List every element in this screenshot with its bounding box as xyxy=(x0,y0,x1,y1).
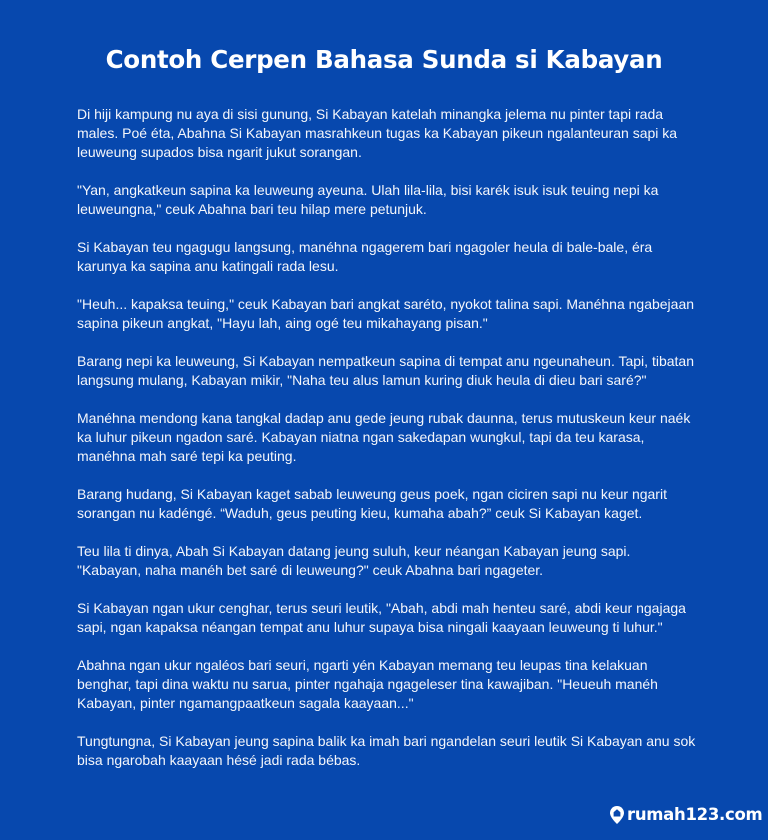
story-paragraph: Teu lila ti dinya, Abah Si Kabayan datang jeung suluh, keur néangan Kabayan jeung sapi. "Kabayan, naha manéh bet saré di leuweung?" ceuk Abahna bari ngageter. xyxy=(77,543,631,578)
location-pin-house-icon xyxy=(610,806,624,824)
story-paragraph: Di hiji kampung nu aya di sisi gunung, Si Kabayan katelah minangka jelema nu pinter tapi rada males. Poé éta, Abahna Si Kabayan masrahkeun tugas ka Kabayan pikeun ngalanteuran sapi ka leuweung supados bisa ngarit jukut sorangan. xyxy=(77,106,678,160)
story-paragraph: Tungtungna, Si Kabayan jeung sapina balik ka imah bari ngandelan seuri leutik Si Kabayan anu sok bisa ngarobah kaayaan hésé jadi rada bébas. xyxy=(77,733,696,768)
story-paragraph: Si Kabayan ngan ukur cenghar, terus seuri leutik, "Abah, abdi mah henteu saré, abdi keur ngajaga sapi, ngan kapaksa néangan tempat anu luhur supaya bisa ningali kaayaan leuweung ti luhur." xyxy=(77,600,686,635)
story-paragraph: Si Kabayan teu ngagugu langsung, manéhna ngagerem bari ngagoler heula di bale-bale, éra karunya ka sapina anu katingali rada lesu. xyxy=(77,239,653,274)
story-paragraph: Abahna ngan ukur ngaléos bari seuri, ngarti yén Kabayan memang teu leupas tina kelakuan benghar, tapi dina waktu nu sarua, pinter ngahaja ngageleser tina kawajiban. "Heueuh manéh Kabayan, pinter ngamangpaatkeun sagala kaayaan..." xyxy=(77,657,658,711)
watermark-text: rumah123.com xyxy=(627,805,763,824)
story-paragraph: "Yan, angkatkeun sapina ka leuweung ayeuna. Ulah lila-lila, bisi karék isuk isuk teuing nepi ka leuweungna," ceuk Abahna bari teu hilap mere petunjuk. xyxy=(77,182,659,217)
story-paragraph: Barang hudang, Si Kabayan kaget sabab leuweung geus poek, ngan ciciren sapi nu keur ngarit sorangan nu kadéngé. “Waduh, geus peuting kieu, kumaha abah?” ceuk Si Kabayan kaget. xyxy=(77,486,667,521)
story-paragraph: "Heuh... kapaksa teuing," ceuk Kabayan bari angkat saréto, nyokot talina sapi. Manéhna ngabejaan sapina pikeun angkat, "Hayu lah, aing ogé teu mikahayang pisan." xyxy=(77,296,695,331)
story-paragraph: Manéhna mendong kana tangkal dadap anu gede jeung rubak daunna, terus mutuskeun keur naék ka luhur pikeun ngadon saré. Kabayan niatna ngan sakedapan wungkul, tapi da teu karasa, manéhna mah saré tepi ka peuting. xyxy=(77,410,691,464)
story-body xyxy=(77,105,697,789)
rumah123-watermark xyxy=(610,805,762,824)
page-title: Contoh Cerpen Bahasa Sunda si Kabayan xyxy=(105,45,663,74)
story-paragraph: Barang nepi ka leuweung, Si Kabayan nempatkeun sapina di tempat anu ngeunaheun. Tapi, tibatan langsung mulang, Kabayan mikir, "Naha teu alus lamun kuring diuk heula di dieu bari saré?" xyxy=(77,353,694,388)
